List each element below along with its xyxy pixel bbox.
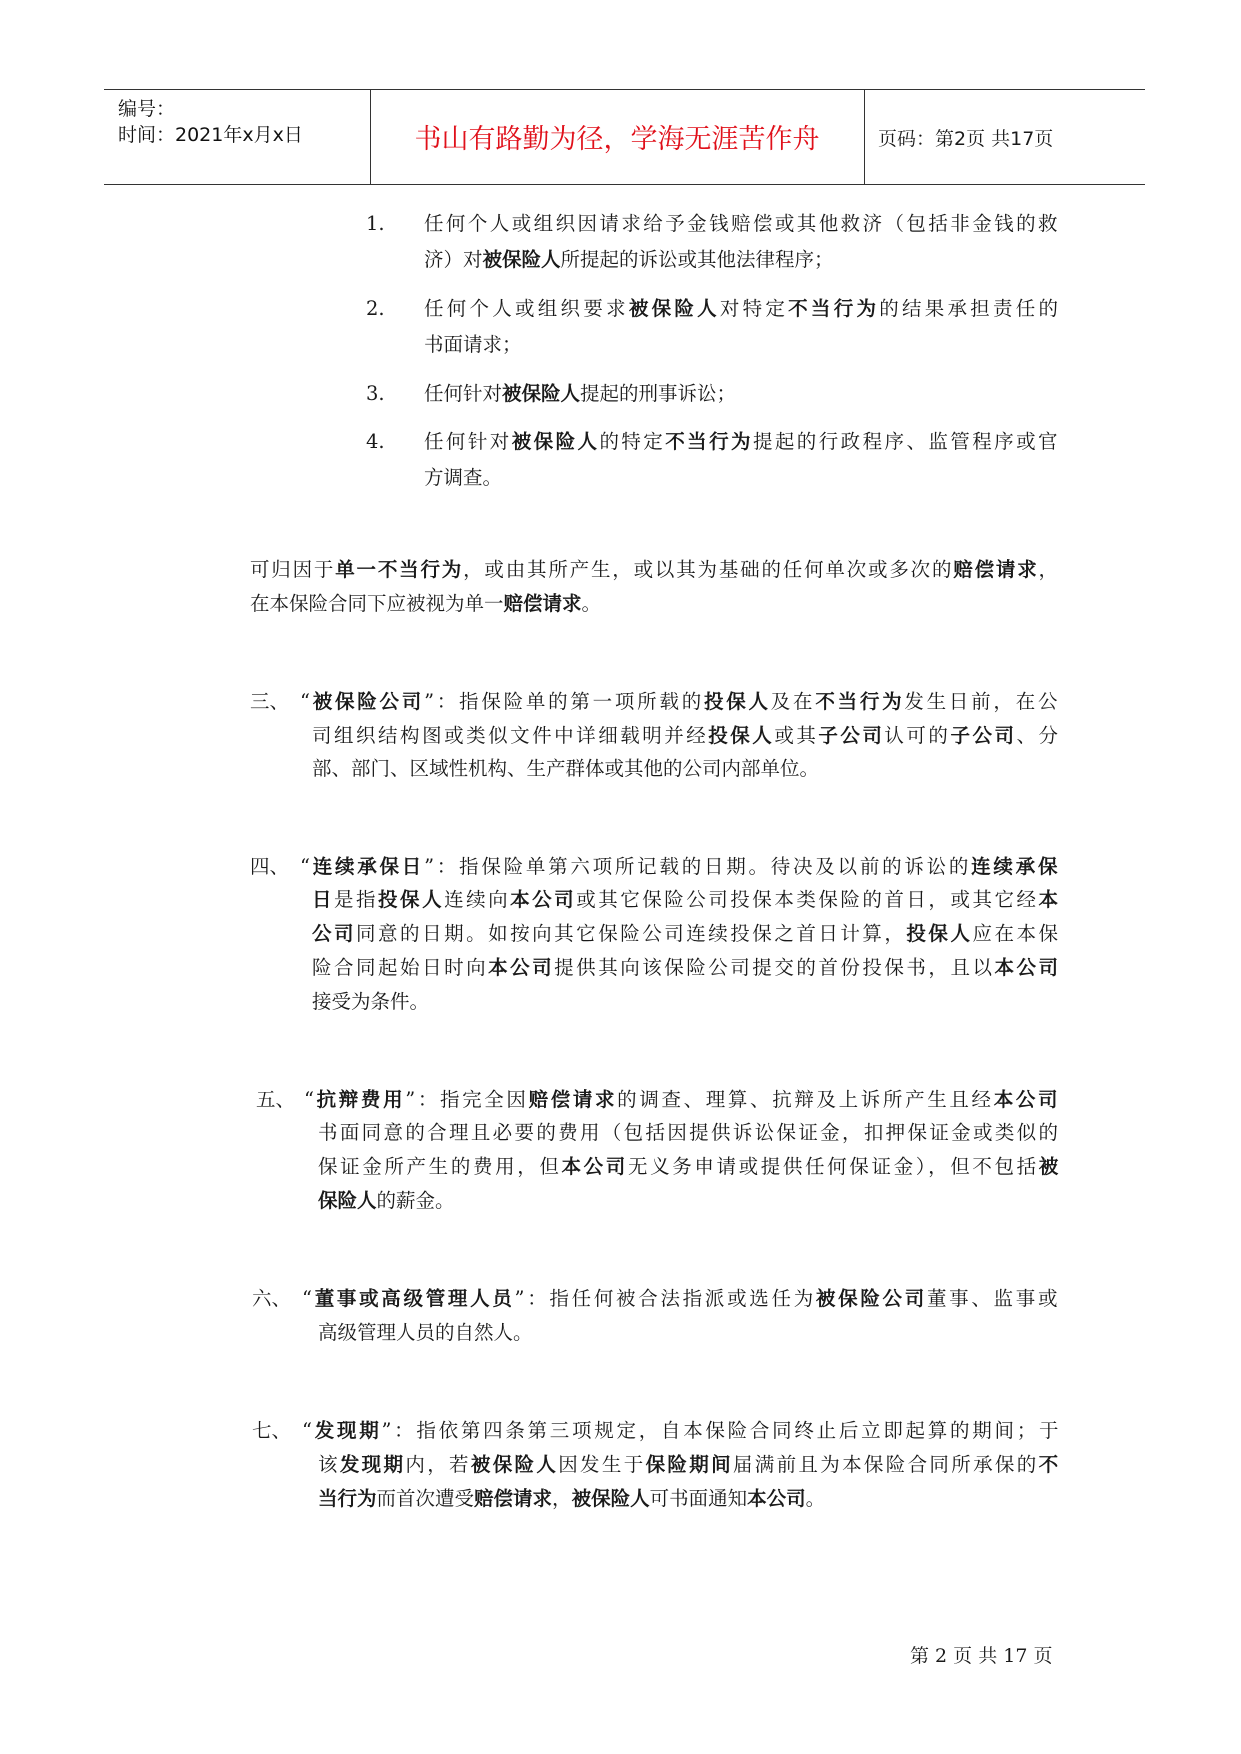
header-right-cell: [866, 90, 1145, 184]
defined-term: 本公司: [994, 956, 1061, 979]
item-number: 五、: [256, 1088, 296, 1111]
defined-term: 抗辩费用: [316, 1088, 406, 1111]
item-number: 2.: [366, 297, 385, 320]
text-run: 任何个人或组织因请求给予金钱赔偿或其他救济（包括非金钱的救: [424, 212, 1060, 235]
text-run: 书面请求；: [424, 333, 522, 356]
defined-term: 被保险公司: [815, 1287, 927, 1310]
text-run: 无义务申请或提供任何保证金），但不包括: [627, 1155, 1039, 1178]
text-line: [312, 757, 819, 781]
text-run: 可归因于: [250, 558, 336, 581]
item-number: 七、: [252, 1419, 292, 1442]
text-line: [312, 888, 1061, 912]
defined-term: 保险期间: [645, 1453, 733, 1476]
defined-term: 连续承保: [971, 855, 1061, 878]
text-run: 险合同起始日时向: [312, 956, 489, 979]
defined-term: 公司: [312, 922, 357, 945]
defined-term: 连续承保日: [312, 855, 425, 878]
text-run: 保证金所产生的费用，但: [318, 1155, 562, 1178]
text-line: [424, 212, 1060, 236]
defined-term: 投保人: [708, 724, 775, 747]
defined-term: 日: [312, 888, 335, 911]
defined-term: 被保险人: [628, 297, 720, 320]
text-run: 提起的刑事诉讼；: [580, 382, 737, 405]
text-run: 司组织结构图或类似文件中详细载明并经: [312, 724, 709, 747]
text-run: 发生日前，在公: [904, 690, 1061, 713]
text-run: ”：指完全因: [405, 1088, 529, 1111]
text-run: 的特定: [599, 430, 666, 453]
defined-term: 被保险人: [470, 1453, 559, 1476]
text-run: 或其它保险公司投保本类保险的首日，或其它经: [576, 888, 1039, 911]
text-run: 对特定: [719, 297, 789, 320]
defined-term: 本公司: [561, 1155, 628, 1178]
defined-term: 不当行为: [665, 430, 753, 453]
defined-term: 被: [1038, 1155, 1061, 1178]
text-run: “: [300, 855, 313, 878]
text-run: ”：指保险单第六项所记载的日期。待决及以前的诉讼的: [424, 855, 972, 878]
header-motto: 书山有路勤为径，学海无涯苦作舟: [414, 124, 820, 155]
text-run: 的结果承担责任的: [879, 297, 1062, 320]
text-run: 济）对: [424, 248, 483, 271]
text-run: 任何个人或组织要求: [424, 297, 629, 320]
text-run: 及在: [770, 690, 816, 713]
text-run: ，: [1038, 558, 1060, 581]
defined-term: 本公司: [488, 956, 555, 979]
text-line: [250, 592, 601, 616]
header-middle-cell: [370, 90, 865, 184]
header-page-info: 页码：第2页 共17页: [878, 128, 1054, 150]
defined-term: 不当行为: [815, 690, 905, 713]
text-run: 方调查。: [424, 466, 503, 489]
defined-term: 投保人: [378, 888, 445, 911]
item-number: 四、: [250, 855, 290, 878]
text-run: 应在本保: [972, 922, 1061, 945]
text-line: [318, 1321, 533, 1345]
defined-term: 被保险公司: [312, 690, 425, 713]
text-run: 可书面通知: [649, 1487, 748, 1510]
text-run: “: [300, 690, 313, 713]
defined-term: 本公司: [993, 1088, 1061, 1111]
text-run: 认可的: [884, 724, 951, 747]
text-line: [312, 956, 1061, 980]
page-footer: 第 2 页 共 17 页: [910, 1645, 1053, 1667]
defined-term: 赔偿请求: [528, 1088, 618, 1111]
item-number: 4.: [366, 430, 385, 453]
text-run: 同意的日期。如按向其它保险公司连续投保之首日计算，: [356, 922, 907, 945]
text-line: [312, 990, 429, 1014]
text-line: [312, 724, 1061, 748]
text-run: 的薪金。: [376, 1189, 455, 1212]
text-run: 连续向: [444, 888, 511, 911]
item-number: 1.: [366, 212, 385, 235]
text-line: [318, 1155, 1061, 1179]
text-run: 届满前且为本保险合同所承保的: [732, 1453, 1039, 1476]
defined-term: 投保人: [703, 690, 771, 713]
text-run: “: [304, 1088, 317, 1111]
text-line: [318, 1453, 1060, 1477]
text-run: ，或由其所产生，或以其为基础的任何单次或多次的: [463, 558, 954, 581]
text-run: “: [302, 1419, 315, 1442]
text-run: 提起的行政程序、监管程序或官: [752, 430, 1060, 453]
defined-term: 不当行为: [788, 297, 880, 320]
text-run: “: [302, 1287, 315, 1310]
text-run: 。: [581, 592, 602, 615]
text-line: [304, 1088, 1060, 1112]
text-run: 内，若: [405, 1453, 471, 1476]
defined-term: 本公司: [747, 1487, 806, 1510]
text-run: ”：指依第四条第三项规定，自本保险合同终止后立即起算的期间；于: [381, 1419, 1062, 1442]
defined-term: 保险人: [318, 1189, 377, 1212]
defined-term: 当行为: [318, 1487, 377, 1510]
text-line: [424, 430, 1060, 454]
document-number-label: 编号：: [118, 98, 176, 120]
text-line: [424, 333, 522, 357]
defined-term: 本公司: [510, 888, 577, 911]
text-run: 、分: [1016, 724, 1061, 747]
defined-term: 被保险人: [482, 248, 561, 271]
text-line: [424, 382, 736, 406]
defined-term: 子公司: [950, 724, 1017, 747]
text-run: 因发生于: [558, 1453, 646, 1476]
text-line: [318, 1189, 455, 1213]
item-number: 三、: [250, 690, 290, 713]
text-line: [302, 1287, 1060, 1311]
header-left-cell: [104, 90, 371, 184]
defined-term: 被保险人: [502, 382, 581, 405]
text-run: ”：指保险单的第一项所载的: [424, 690, 704, 713]
defined-term: 赔偿请求: [503, 592, 582, 615]
text-run: 在本保险合同下应被视为单一: [250, 592, 504, 615]
text-line: [318, 1487, 825, 1511]
text-run: 。: [805, 1487, 826, 1510]
defined-term: 赔偿请求: [953, 558, 1039, 581]
text-line: [250, 558, 1060, 582]
defined-term: 投保人: [906, 922, 973, 945]
text-line: [300, 690, 1060, 714]
defined-term: 单一不当行为: [335, 558, 464, 581]
defined-term: 发现期: [339, 1453, 406, 1476]
text-line: [300, 855, 1060, 879]
text-run: 书面同意的合理且必要的费用（包括因提供诉讼保证金，扣押保证金或类似的: [318, 1121, 1061, 1144]
text-run: ，: [552, 1487, 572, 1510]
text-run: 的调查、理算、抗辩及上诉所产生且经: [617, 1088, 994, 1111]
defined-term: 发现期: [314, 1419, 382, 1442]
text-run: 接受为条件。: [312, 990, 430, 1013]
item-number: 3.: [366, 382, 385, 405]
text-line: [424, 466, 502, 490]
defined-term: 不: [1038, 1453, 1061, 1476]
text-run: 任何针对: [424, 382, 503, 405]
item-number: 六、: [252, 1287, 292, 1310]
defined-term: 子公司: [818, 724, 885, 747]
text-line: [312, 922, 1061, 946]
page-header: [104, 89, 1145, 185]
text-line: [318, 1121, 1060, 1145]
document-date: 时间：2021年x月x日: [118, 124, 303, 146]
text-run: 是指: [334, 888, 379, 911]
text-line: [424, 297, 1061, 321]
text-run: 提供其向该保险公司提交的首份投保书，且以: [554, 956, 995, 979]
text-run: 董事、监事或: [926, 1287, 1061, 1310]
defined-term: 被保险人: [511, 430, 600, 453]
text-run: 该: [318, 1453, 340, 1476]
text-run: 或其: [774, 724, 819, 747]
text-run: 而首次遭受: [376, 1487, 475, 1510]
defined-term: 赔偿请求: [474, 1487, 553, 1510]
text-run: 任何针对: [424, 430, 512, 453]
text-line: [424, 248, 834, 272]
text-line: [302, 1419, 1061, 1443]
text-run: ”：指任何被合法指派或选任为: [514, 1287, 816, 1310]
text-run: 高级管理人员的自然人。: [318, 1321, 533, 1344]
text-run: 部、部门、区域性机构、生产群体或其他的公司内部单位。: [312, 757, 820, 780]
defined-term: 被保险人: [571, 1487, 650, 1510]
defined-term: 董事或高级管理人员: [314, 1287, 515, 1310]
text-run: 所提起的诉讼或其他法律程序；: [560, 248, 834, 271]
defined-term: 本: [1038, 888, 1061, 911]
